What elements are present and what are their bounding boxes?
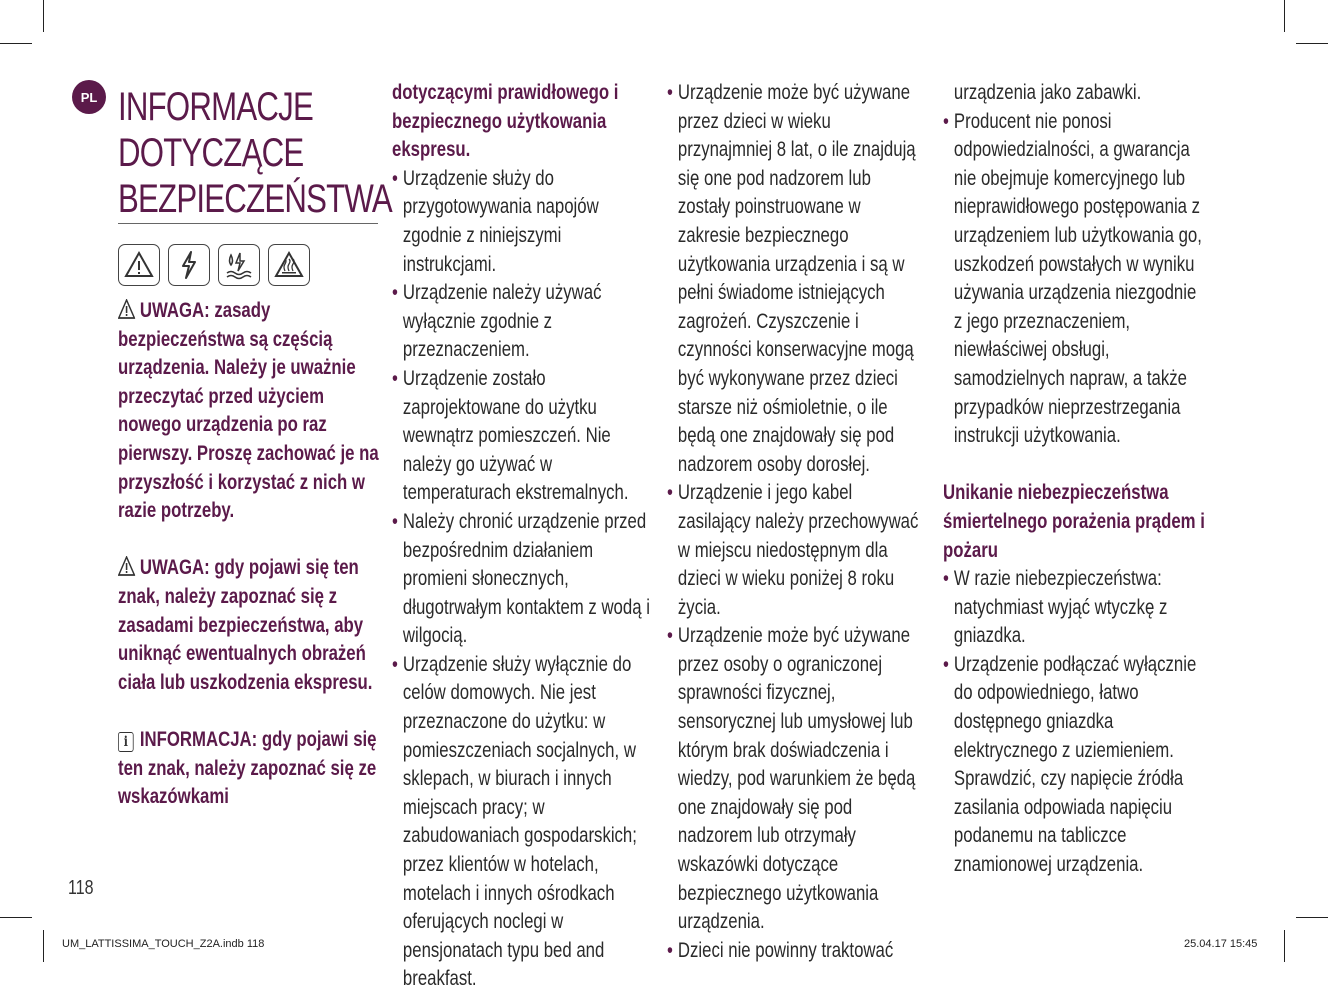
list-item: • Dzieci nie powinny traktować [667, 936, 927, 965]
list-item: • Urządzenie może być używane przez dzieci w wieku przynajmniej 8 lat, o ile znajdują się one pod nadzorem lub zostały poinstruowane w zakresie bezpiecznego użytkowania urządzenia i są w pełni świadome istniejących zagrożeń. Czyszczenie i czynności konserwacyjne mogą być wykonywane przez dzieci starsze niż ośmioletnie, o ile będą one znajdowały się pod nadzorem osoby dorosłej. [667, 78, 927, 478]
list-item: • Urządzenie służy do przygotowywania napojów zgodnie z niniejszymi instrukcjami. [392, 164, 657, 278]
bullet-list [943, 564, 1205, 879]
page-title [118, 84, 392, 222]
warning-paragraph [118, 553, 383, 696]
crop-mark [1284, 0, 1285, 32]
title-line: INFORMACJE [118, 85, 313, 129]
bullet-list [943, 107, 1205, 450]
column-1 [118, 296, 383, 811]
crop-mark [43, 930, 44, 962]
warning-triangle-icon [118, 244, 160, 286]
hot-surface-icon [268, 244, 310, 286]
title-divider [118, 223, 378, 224]
list-item: • Producent nie ponosi odpowiedzialności, a gwarancja nie obejmuje komercyjnego lub nieprawidłowego postępowania z urządzeniem lub użytkowania go, uszkodzeń powstałych w wyniku używania urządzenia niezgodnie z jego przeznaczeniem, niewłaściwej obsługi, samodzielnych napraw, a także przypadków nieprzestrzegania instrukcji użytkowania. [943, 107, 1205, 450]
list-item: • Urządzenie zostało zaprojektowane do użytku wewnątrz pomieszczeń. Nie należy go używać w temperaturach ekstremalnych. [392, 364, 657, 507]
footer-timestamp: 25.04.17 15:45 [1184, 938, 1258, 950]
bullet-list [667, 78, 927, 964]
footer-filename: UM_LATTISSIMA_TOUCH_Z2A.indb 118 [62, 938, 265, 950]
crop-mark [0, 43, 32, 44]
info-icon: i [118, 732, 134, 752]
title-line: BEZPIECZEŃSTWA [118, 177, 392, 221]
language-badge: PL [72, 80, 106, 114]
list-item: • W razie niebezpieczeństwa: natychmiast wyjąć wtyczkę z gniazdka. [943, 564, 1205, 650]
list-item: • Należy chronić urządzenie przed bezpośrednim działaniem promieni słonecznych, długotrwałym kontaktem z wodą i wilgocią. [392, 507, 657, 650]
water-hazard-icon [218, 244, 260, 286]
continuation-text: urządzenia jako zabawki. [953, 80, 1142, 104]
info-paragraph [118, 725, 383, 811]
title-line: DOTYCZĄCE [118, 131, 304, 175]
list-item: • Urządzenie i jego kabel zasilający należy przechowywać w miejscu niedostępnym dla dzieci w wieku poniżej 8 roku życia. [667, 478, 927, 621]
list-item: • Urządzenie podłączać wyłącznie do odpowiedniego, łatwo dostępnego gniazdka elektrycznego z uziemieniem. Sprawdzić, czy napięcie źródła zasilania odpowiada napięciu podanemu na tabliczce znamionowej urządzenia. [943, 650, 1205, 879]
warning-text: UWAGA: gdy pojawi się ten znak, należy zapoznać się z zasadami bezpieczeństwa, aby uniknąć ewentualnych obrażeń ciała lub uszkodzenia ekspresu. [118, 555, 373, 694]
column-4 [943, 78, 1205, 879]
column-2 [392, 78, 657, 993]
column-3 [667, 78, 927, 964]
warning-text: UWAGA: zasady bezpieczeństwa są częścią urządzenia. Należy je uważnie przeczytać przed użyciem nowego urządzenia po raz pierwszy. Proszę zachować je na przyszłość i korzystać z nich w razie potrzeby. [118, 298, 379, 523]
list-item: • Urządzenie należy używać wyłącznie zgodnie z przeznaczeniem. [392, 278, 657, 364]
list-item: • Urządzenie może być używane przez osoby o ograniczonej sprawności fizycznej, sensorycznej lub umysłowej lub którym brak doświadczenia i wiedzy, pod warunkiem że będą one znajdowały się pod nadzorem lub otrzymały wskazówki dotyczące bezpiecznego użytkowania urządzenia. [667, 621, 927, 936]
crop-mark [1284, 930, 1285, 962]
section-heading: dotyczącymi prawidłowego i bezpiecznego użytkowania ekspresu. [392, 80, 619, 162]
info-text: INFORMACJA: gdy pojawi się ten znak, należy zapoznać się ze wskazówkami [118, 726, 377, 809]
crop-mark [0, 917, 32, 918]
safety-icons [118, 244, 310, 286]
bullet-list [392, 164, 657, 993]
section-heading: Unikanie niebezpieczeństwa śmiertelnego porażenia prądem i pożaru [943, 480, 1205, 562]
warning-triangle-icon [118, 556, 135, 576]
warning-triangle-icon [118, 299, 135, 319]
page-number: 118 [68, 877, 94, 899]
warning-paragraph [118, 296, 383, 525]
crop-mark [43, 0, 44, 32]
crop-mark [1296, 43, 1328, 44]
electric-shock-icon [168, 244, 210, 286]
crop-mark [1296, 917, 1328, 918]
list-item: • Urządzenie służy wyłącznie do celów domowych. Nie jest przeznaczone do użytku: w pomieszczeniach socjalnych, w sklepach, w biurach i innych miejscach pracy; w zabudowaniach gospodarskich; przez klientów w hotelach, motelach i innych ośrodkach oferujących noclegi w pensjonatach typu bed and breakfast. [392, 650, 657, 993]
